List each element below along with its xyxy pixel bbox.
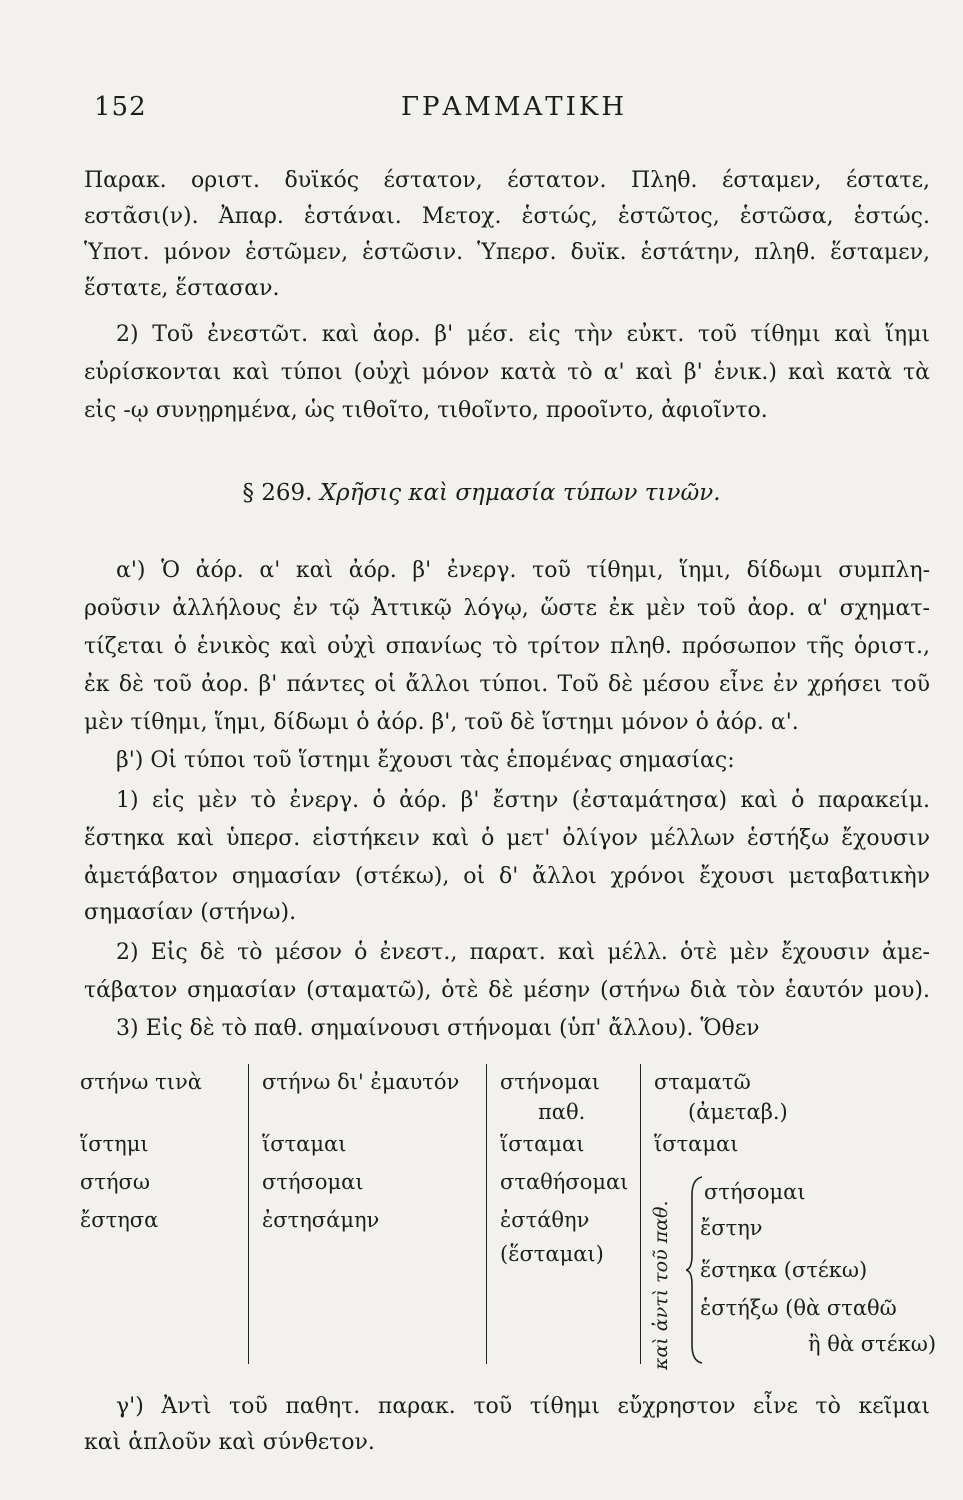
running-header: [94, 92, 934, 132]
intro-line: Παρακ. οριστ. δυϊκός έστατον, έστατον. Πληθ. έσταμεν, έστατε,: [84, 168, 930, 193]
table-cell: ἵσταμαι: [262, 1132, 347, 1156]
vertical-label: καὶ ἀντὶ τοῦ παθ.: [650, 1200, 672, 1370]
intro-line: Ὑποτ. μόνον ἑστῶμεν, ἑστῶσιν. Ὑπερσ. δυϊκ. ἑστάτην, πληθ. ἕσταμεν,: [84, 240, 930, 265]
table-cell: (ἀμεταβ.): [688, 1100, 788, 1124]
table-cell: ἐστάθην: [500, 1208, 590, 1232]
alpha-line: ἐκ δὲ τοῦ ἀορ. β' πάντες οἱ ἄλλοι τύποι. Τοῦ δὲ μέσου εἶνε ἐν χρήσει τοῦ: [84, 672, 930, 697]
section-heading: [0, 480, 963, 506]
intro-line: ἕστατε, ἕστασαν.: [84, 276, 280, 301]
running-title: ΓΡΑΜΜΑΤΙΚΗ: [400, 92, 628, 122]
table-divider: [640, 1064, 641, 1364]
alpha-line: τίζεται ὁ ἑνικὸς καὶ οὐχὶ σπανίως τὸ τρίτον πληθ. πρόσωπον τῆς ὁριστ.,: [84, 634, 930, 659]
para2-line: εἰς -ῳ συνῃρημένα, ὡς τιθοῖτο, τιθοῖντο, προοῖντο, ἀφιοῖντο.: [84, 398, 768, 423]
table-cell: στήνομαι: [500, 1070, 601, 1094]
table-cell: παθ.: [538, 1100, 586, 1124]
table-cell: σταθήσομαι: [500, 1170, 629, 1194]
beta2-line: τάβατον σημασίαν (σταματῶ), ὁτὲ δὲ μέσην (στήνω διὰ τὸν ἑαυτόν μου).: [84, 978, 930, 1003]
alpha-line: ροῦσιν ἀλλήλους ἐν τῷ Ἀττικῷ λόγῳ, ὥστε ἐκ μὲν τοῦ ἀορ. α' σχηματ-: [84, 596, 930, 621]
beta-line: β') Οἱ τύποι τοῦ ἵστημι ἔχουσι τὰς ἑπομένας σημασίας:: [116, 748, 735, 773]
table-cell: στήνω τινὰ: [80, 1070, 202, 1094]
table-divider: [486, 1064, 487, 1364]
table-divider: [248, 1064, 249, 1364]
beta1-line: 1) εἰς μὲν τὸ ἐνεργ. ὁ ἀόρ. β' ἔστην (ἐσταμάτησα) καὶ ὁ παρακείμ.: [116, 788, 930, 813]
table-cell: ἐστησάμην: [262, 1208, 380, 1232]
table-cell: ἵστημι: [80, 1132, 149, 1156]
table-cell: (ἕσταμαι): [500, 1242, 604, 1266]
table-cell: ἑστήξω (θὰ σταθῶ: [700, 1296, 897, 1320]
beta2-line: 2) Εἰς δὲ τὸ μέσον ὁ ἐνεστ., παρατ. καὶ μέλλ. ὁτὲ μὲν ἔχουσιν ἀμε-: [116, 940, 930, 965]
table-cell: στήσομαι: [262, 1170, 364, 1194]
table-cell: ἵσταμαι: [500, 1132, 585, 1156]
table-cell: στήνω δι' ἐμαυτόν: [262, 1070, 460, 1094]
table-cell: στήσω: [80, 1170, 150, 1194]
table-cell: ἢ θὰ στέκω): [808, 1332, 937, 1356]
intro-line: εστᾶσι(ν). Ἀπαρ. ἑστάναι. Μετοχ. ἑστώς, ἑστῶτος, ἑστῶσα, ἑστώς.: [84, 204, 930, 229]
para2-line: εὑρίσκονται καὶ τύποι (οὐχὶ μόνον κατὰ τὸ α' καὶ β' ἑνικ.) καὶ κατὰ τὰ: [84, 360, 930, 385]
table-cell: ἕστηκα (στέκω): [700, 1258, 868, 1282]
table-cell: σταματῶ: [654, 1070, 751, 1094]
section-symbol: §: [242, 480, 254, 506]
table-cell: ἔστην: [700, 1216, 763, 1240]
page-number: 152: [94, 92, 147, 122]
table-cell: στήσομαι: [704, 1180, 806, 1204]
gamma-line: καὶ ἁπλοῦν καὶ σύνθετον.: [84, 1430, 375, 1455]
table-cell: ἵσταμαι: [654, 1132, 739, 1156]
alpha-line: α') Ὁ ἀόρ. α' καὶ ἀόρ. β' ἐνεργ. τοῦ τίθημι, ἵημι, δίδωμι συμπλη-: [116, 558, 930, 583]
beta1-line: ἀμετάβατον σημασίαν (στέκω), οἱ δ' ἄλλοι χρόνοι ἔχουσι μεταβατικὴν: [84, 864, 930, 889]
beta1-line: ἕστηκα καὶ ὑπερσ. εἱστήκειν καὶ ὁ μετ' ὀλίγον μέλλων ἑστήξω ἔχουσιν: [84, 826, 930, 851]
section-number: 269.: [261, 480, 313, 506]
table-cell: ἔστησα: [80, 1208, 159, 1232]
beta1-line: σημασίαν (στήνω).: [84, 900, 297, 925]
para2-line: 2) Τοῦ ἐνεστῶτ. καὶ ἀορ. β' μέσ. εἰς τὴν εὐκτ. τοῦ τίθημι καὶ ἵημι: [116, 322, 930, 347]
section-title: Χρῆσις καὶ σημασία τύπων τινῶν.: [319, 480, 721, 506]
gamma-line: γ') Ἀντὶ τοῦ παθητ. παρακ. τοῦ τίθημι εὔχρηστον εἶνε τὸ κεῖμαι: [116, 1394, 930, 1419]
beta3-line: 3) Εἰς δὲ τὸ παθ. σημαίνουσι στήνομαι (ὑπ' ἄλλου). Ὅθεν: [116, 1016, 760, 1041]
alpha-line: μὲν τίθημι, ἵημι, δίδωμι ὁ ἀόρ. β', τοῦ δὲ ἵστημι μόνον ὁ ἀόρ. α'.: [84, 710, 799, 735]
